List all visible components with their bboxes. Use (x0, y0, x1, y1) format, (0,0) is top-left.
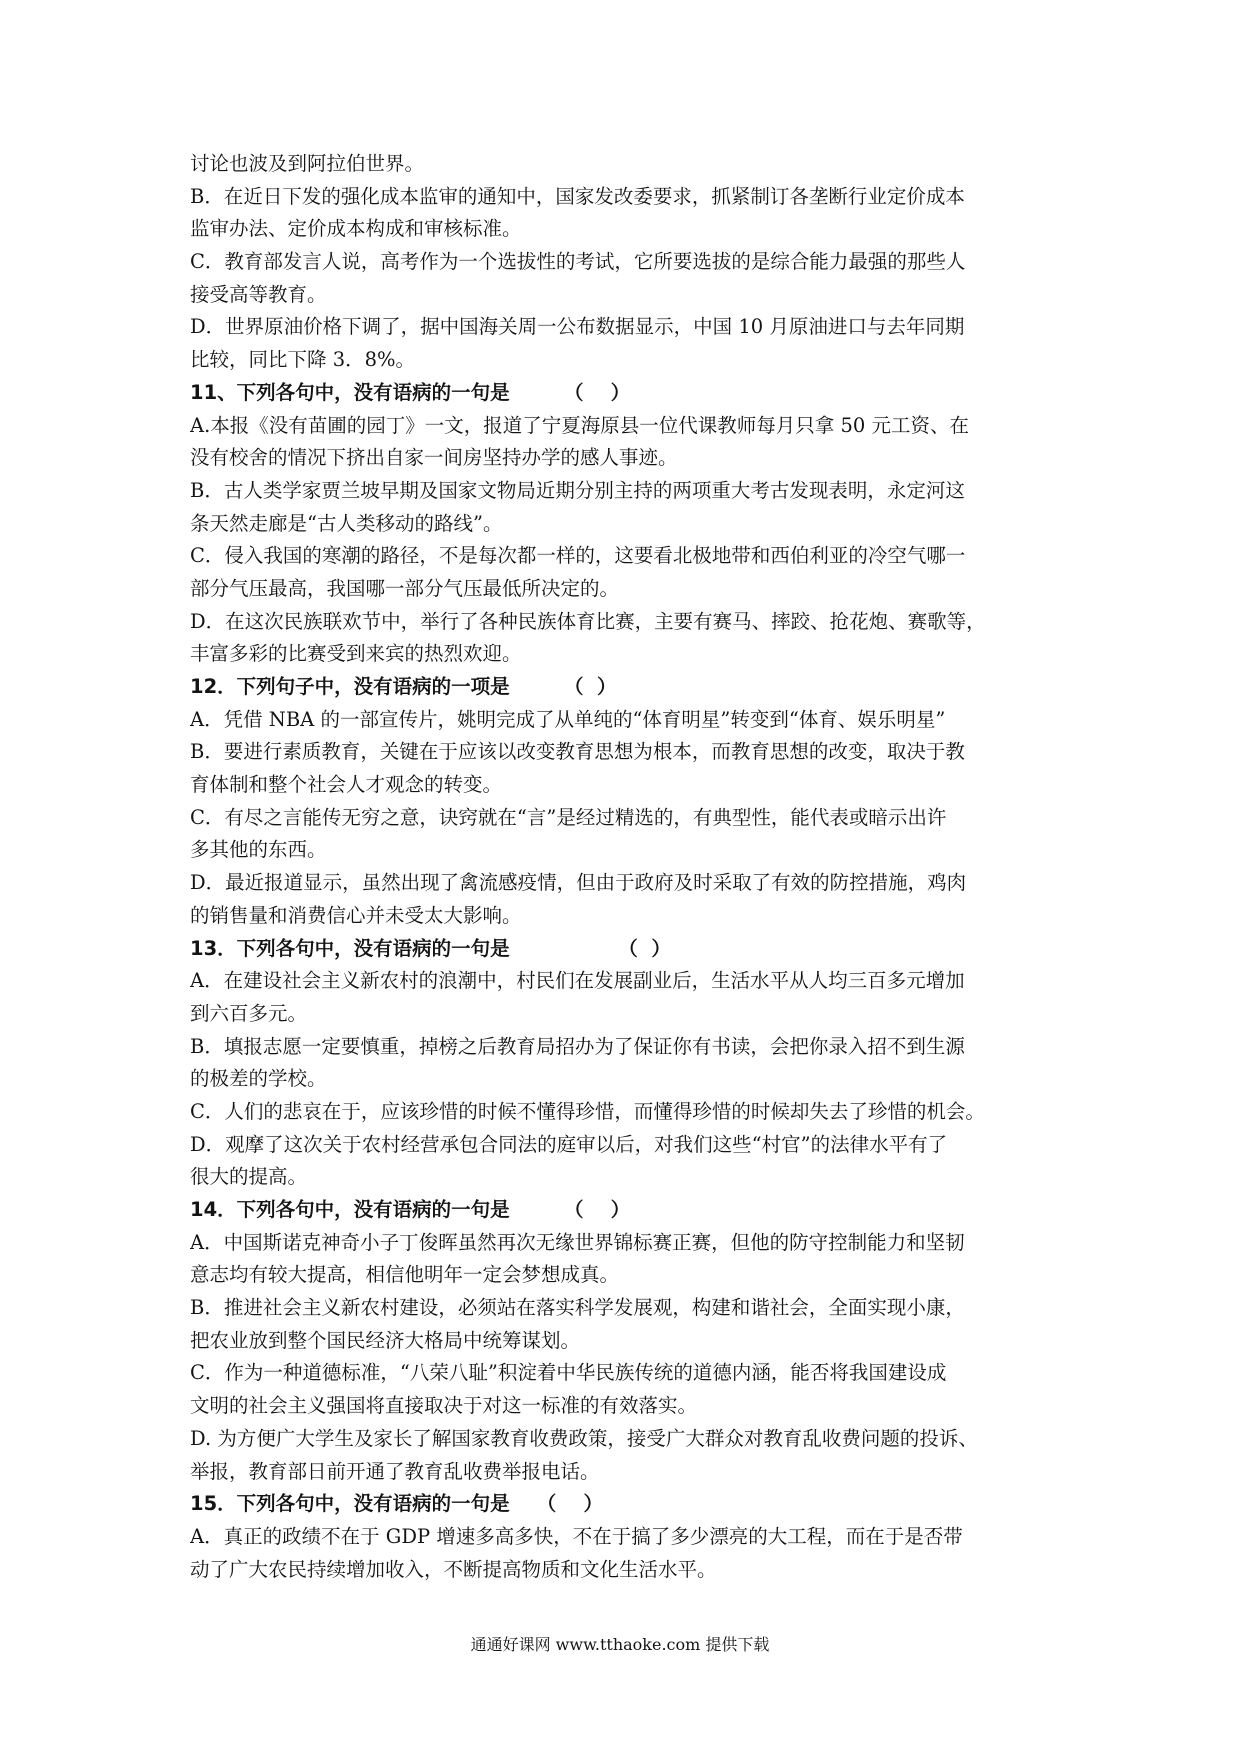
text-line (190, 965, 1070, 998)
text-line (190, 1161, 1070, 1194)
line-text: A．真正的政绩不在于 GDP 增速多高多快，不在于搞了多少漂亮的大工程，而在于是否带 (190, 1524, 963, 1548)
text-line (190, 508, 1070, 541)
answer-blank: （ ） (509, 1198, 631, 1221)
text-line (190, 638, 1070, 671)
text-line (190, 181, 1070, 214)
line-text: 的极差的学校。 (190, 1067, 327, 1091)
text-line (190, 1456, 1070, 1489)
document-body (190, 148, 1070, 1586)
text-line (190, 1292, 1070, 1325)
text-line (190, 573, 1070, 606)
text-line (190, 1325, 1070, 1358)
text-line (190, 1129, 1070, 1162)
text-line (190, 802, 1070, 835)
line-text: 文明的社会主义强国将直接取决于对这一标准的有效落实。 (190, 1394, 698, 1418)
line-text: 的销售量和消费信心并未受太大影响。 (190, 903, 522, 927)
line-text: 举报，教育部日前开通了教育乱收费举报电话。 (190, 1459, 600, 1483)
text-line (190, 540, 1070, 573)
answer-blank: （ ） (509, 936, 671, 960)
line-text: B．要进行素质教育，关键在于应该以改变教育思想为根本，而教育思想的改变，取决于教 (190, 740, 965, 764)
line-text: A．中国斯诺克神奇小子丁俊晖虽然再次无缘世界锦标赛正赛，但他的防守控制能力和坚韧 (190, 1230, 965, 1254)
line-text: 条天然走廊是“古人类移动的路线”。 (190, 511, 503, 535)
line-text: 比较，同比下降 3．8%。 (190, 348, 416, 372)
line-text: 部分气压最高，我国哪一部分气压最低所决定的。 (190, 576, 620, 600)
text-line (190, 213, 1070, 246)
text-line (190, 998, 1070, 1031)
line-text: B．推进社会主义新农村建设，必须站在落实科学发展观，构建和谐社会，全面实现小康， (190, 1296, 965, 1320)
text-line (190, 900, 1070, 933)
line-text: C．有尽之言能传无穷之意，诀窍就在“言”是经过精选的，有典型性，能代表或暗示出许 (190, 805, 947, 829)
text-line (190, 1521, 1070, 1554)
line-text: A.本报《没有苗圃的园丁》一文，报道了宁夏海原县一位代课教师每月只拿 50 元工资、在 (190, 413, 969, 437)
line-text: B．古人类学家贾兰坡早期及国家文物局近期分别主持的两项重大考古发现表明，永定河这 (190, 478, 965, 502)
text-line (190, 1063, 1070, 1096)
line-text: 没有校舍的情况下挤出自家一间房坚持办学的感人事迹。 (190, 446, 678, 470)
text-line (190, 148, 1070, 181)
line-text: 丰富多彩的比赛受到来宾的热烈欢迎。 (190, 642, 522, 666)
question-stem: 13．下列各句中，没有语病的一句是 (190, 936, 510, 960)
text-line (190, 606, 1070, 639)
page-footer: 通通好课网 www.tthaoke.com 提供下载 (470, 1635, 770, 1654)
text-line (190, 344, 1070, 377)
question-stem: 12．下列句子中，没有语病的一项是 (190, 675, 510, 698)
text-line (190, 475, 1070, 508)
line-text: D．在这次民族联欢节中，举行了各种民族体育比赛，主要有赛马、摔跤、抢花炮、赛歌等， (190, 609, 986, 633)
line-text: 育体制和整个社会人才观念的转变。 (190, 773, 503, 797)
text-line (190, 1227, 1070, 1260)
line-text: D. 为方便广大学生及家长了解国家教育收费政策，接受广大群众对教育乱收费问题的投诉、 (190, 1426, 978, 1450)
text-line (190, 311, 1070, 344)
line-text: C．教育部发言人说，高考作为一个选拔性的考试，它所要选拔的是综合能力最强的那些人 (190, 250, 966, 274)
text-line (190, 834, 1070, 867)
text-line (190, 736, 1070, 769)
line-text: D．观摩了这次关于农村经营承包合同法的庭审以后，对我们这些“村官”的法律水平有了 (190, 1132, 948, 1156)
line-text: 很大的提高。 (190, 1165, 308, 1189)
question-heading (190, 671, 1070, 704)
question-stem: 11、下列各句中，没有语病的一句是 (190, 380, 510, 404)
question-heading (190, 933, 1070, 966)
line-text: 到六百多元。 (190, 1001, 308, 1025)
line-text: 讨论也波及到阿拉伯世界。 (190, 152, 425, 175)
text-line (190, 246, 1070, 279)
question-heading (190, 1488, 1070, 1521)
text-line (190, 1390, 1070, 1423)
line-text: 多其他的东西。 (190, 838, 327, 862)
line-text: C．作为一种道德标准，“八荣八耻”积淀着中华民族传统的道德内涵，能否将我国建设成 (190, 1361, 947, 1385)
text-line (190, 704, 1070, 737)
line-text: D．最近报道显示，虽然出现了禽流感疫情，但由于政府及时采取了有效的防控措施，鸡肉 (190, 871, 967, 895)
line-text: D．世界原油价格下调了，据中国海关周一公布数据显示，中国 10 月原油进口与去年同期 (190, 315, 965, 339)
question-stem: 15．下列各句中，没有语病的一句是 (190, 1492, 510, 1516)
line-text: 接受高等教育。 (190, 282, 327, 306)
text-line (190, 442, 1070, 475)
answer-blank: （ ） (509, 1492, 603, 1516)
text-line (190, 1423, 1070, 1456)
question-stem: 14．下列各句中，没有语病的一句是 (190, 1198, 510, 1221)
line-text: A．凭借 NBA 的一部宣传片，姚明完成了从单纯的“体育明星”转变到“体育、娱乐明星” (190, 707, 946, 731)
line-text: A．在建设社会主义新农村的浪潮中，村民们在发展副业后，生活水平从人均三百多元增加 (190, 969, 965, 993)
answer-blank: （ ） (509, 675, 617, 698)
line-text: 动了广大农民持续增加收入，不断提高物质和文化生活水平。 (190, 1557, 717, 1581)
question-heading (190, 377, 1070, 410)
line-text: B．在近日下发的强化成本监审的通知中，国家发改委要求，抓紧制订各垄断行业定价成本 (190, 184, 965, 208)
text-line (190, 1031, 1070, 1064)
text-line (190, 1259, 1070, 1292)
line-text: C．人们的悲哀在于，应该珍惜的时候不懂得珍惜，而懂得珍惜的时候却失去了珍惜的机会。 (190, 1099, 985, 1123)
question-heading (190, 1194, 1070, 1227)
text-line (190, 410, 1070, 443)
text-line (190, 279, 1070, 312)
line-text: 把农业放到整个国民经济大格局中统筹谋划。 (190, 1328, 581, 1352)
line-text: C．侵入我国的寒潮的路径，不是每次都一样的，这要看北极地带和西伯利亚的冷空气哪一 (190, 544, 966, 568)
text-line (190, 1096, 1070, 1129)
text-line (190, 1357, 1070, 1390)
text-line (190, 1554, 1070, 1587)
text-line (190, 769, 1070, 802)
line-text: 意志均有较大提高，相信他明年一定会梦想成真。 (190, 1263, 620, 1287)
answer-blank: （ ） (509, 380, 631, 404)
line-text: 监审办法、定价成本构成和审核标准。 (190, 217, 522, 241)
line-text: B．填报志愿一定要慎重，掉榜之后教育局招办为了保证你有书读，会把你录入招不到生源 (190, 1034, 965, 1058)
text-line (190, 867, 1070, 900)
